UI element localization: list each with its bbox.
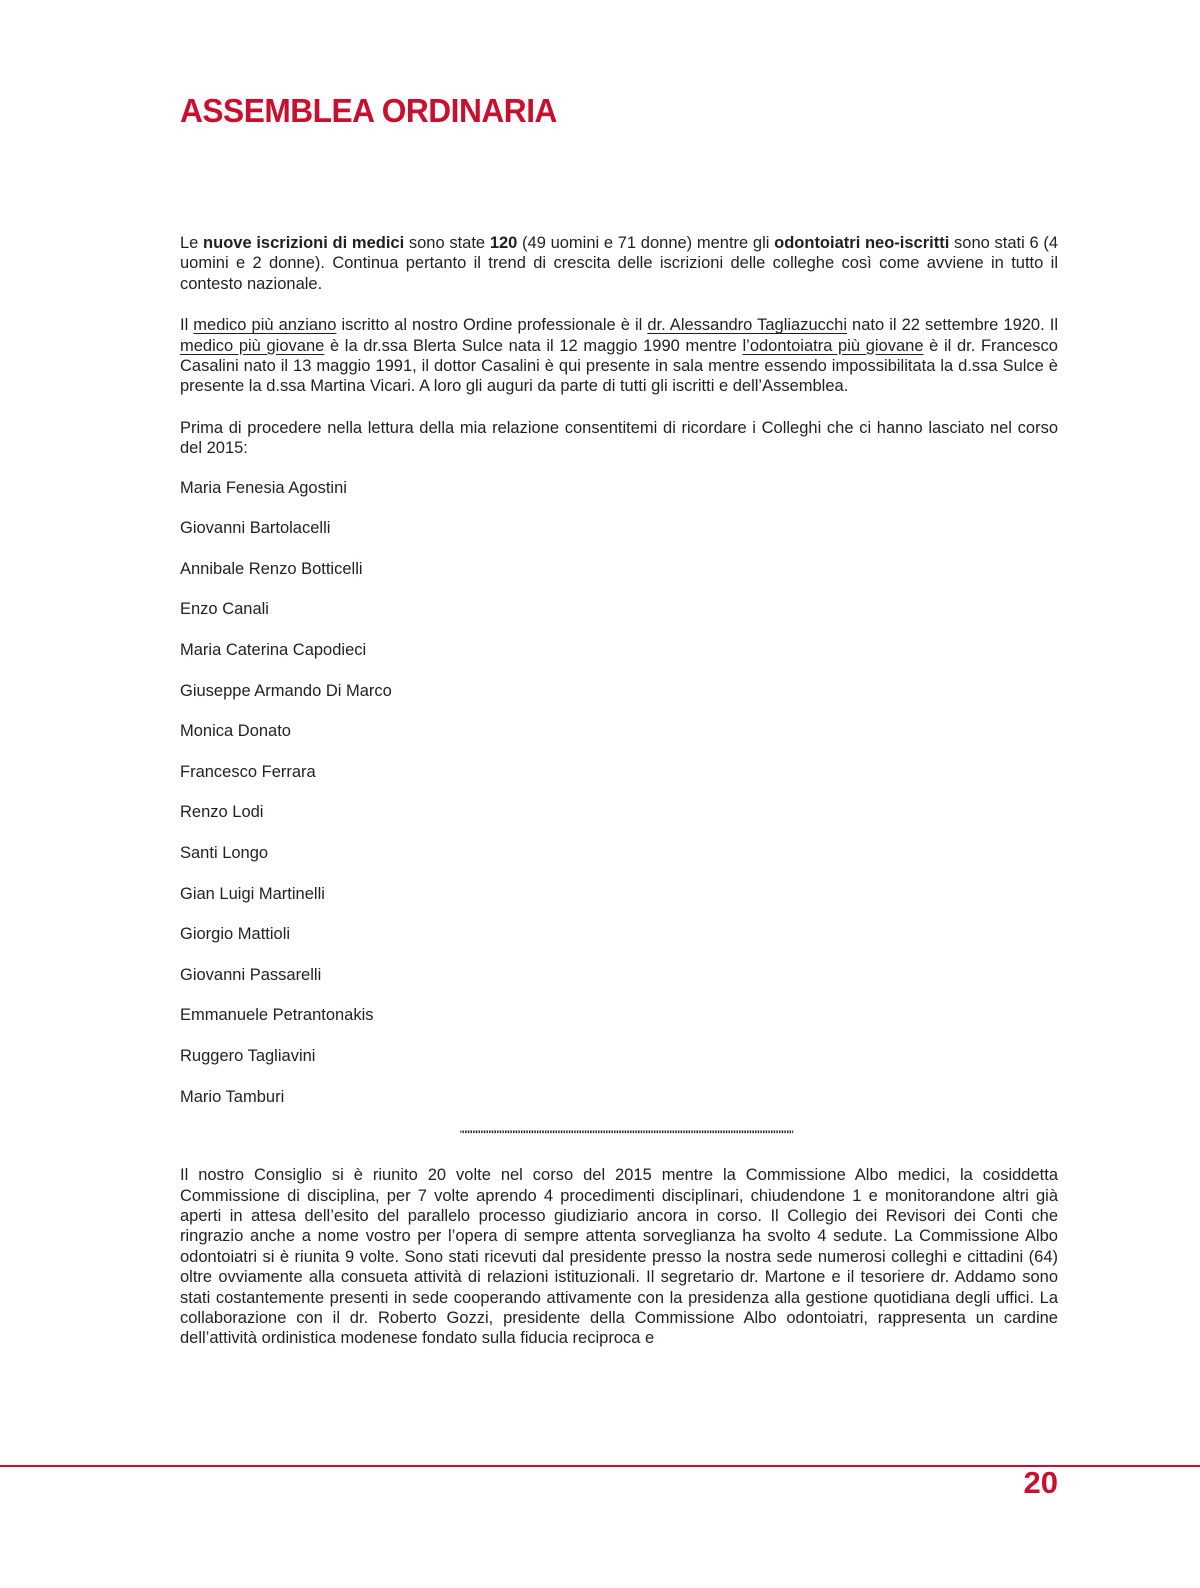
list-item: Giuseppe Armando Di Marco (180, 681, 392, 700)
text-run: sono stati 6 (4 uomini e 2 donne). Continua pertanto il trend di crescita delle iscrizioni delle colleghe così come avviene in tutto il contesto nazionale. (180, 234, 1058, 293)
page-number: 20 (1023, 1465, 1058, 1500)
deceased-list (180, 478, 1058, 1128)
paragraph-new-registrations (180, 233, 1058, 294)
bold-new-doctors: nuove iscrizioni di medici (203, 234, 405, 252)
underlined-youngest-dentist: l’odontoiatra più giovane (742, 336, 924, 355)
main-content (180, 233, 1058, 1370)
underlined-doctor-name: dr. Alessandro Tagliazucchi (647, 316, 847, 335)
paragraph-remembrance: Prima di procedere nella lettura della mia relazione consentitemi di ricordare i Colleghi che ci hanno lasciato nel corso del 2015: (180, 418, 1058, 458)
page-title: ASSEMBLEA ORDINARIA (180, 92, 557, 129)
list-item: Emmanuele Petrantonakis (180, 1006, 374, 1025)
paragraph-oldest-youngest (180, 315, 1058, 397)
list-item: Gian Luigi Martinelli (180, 884, 325, 903)
list-item: Ruggero Tagliavini (180, 1046, 316, 1065)
list-item: Giorgio Mattioli (180, 925, 291, 944)
text-run: è il dr. Francesco Casalini nato il 13 maggio 1991, il dottor Casalini è qui presente in sala mentre essendo impossibilitata la d.ssa Sulce è presente la d.ssa Martina Vicari. A loro gli auguri da parte di tutti gli iscritti e dell’Assemblea. (180, 336, 1058, 396)
bold-new-dentists: odontoiatri neo-iscritti (774, 234, 950, 252)
list-item: Francesco Ferrara (180, 762, 316, 781)
list-item: Annibale Renzo Botticelli (180, 559, 363, 578)
text-run: Le (180, 234, 204, 252)
bold-count: 120 (489, 234, 518, 252)
text-run: iscritto al nostro Ordine professionale è il (336, 316, 648, 335)
underlined-oldest-doctor: medico più anziano (193, 316, 337, 335)
list-item: Enzo Canali (180, 600, 269, 619)
list-item: Santi Longo (180, 844, 269, 862)
separator-line: """"""""""""""""""""""""""""""""""""""""""""""""""""""""""""""""""""""""""""""""""""""""""""""""""""""""""""""""""""""""""""" (459, 1128, 793, 1143)
text-run: è la dr.ssa Blerta Sulce nata il 12 maggio 1990 mentre (324, 336, 743, 355)
underlined-youngest-doctor: medico più giovane (180, 336, 325, 355)
list-item: Renzo Lodi (180, 803, 264, 822)
footer-rule (0, 1465, 1200, 1467)
paragraph-council-activity: Il nostro Consiglio si è riunito 20 volte nel corso del 2015 mentre la Commissione Albo medici, la cosiddetta Commissione di disciplina, per 7 volte aprendo 4 procedimenti disciplinari, chiudendone 1 e monitorandone altri già aperti in attesa dell’esito del parallelo processo giudiziario ancora in corso. Il Collegio dei Revisori dei Conti che ringrazio anche a nome vostro per l’opera di sempre attenta sorveglianza ha svolto 4 sedute. La Commissione Albo odontoiatri si è riunita 9 volte. Sono stati ricevuti dal presidente presso la nostra sede numerosi colleghi e cittadini (64) oltre ovviamente alla consueta attività di relazioni istituzionali. Il segretario dr. Martone e il tesoriere dr. Addamo sono stati costantemente presenti in sede cooperando attivamente con la presidenza alla gestione quotidiana degli uffici. La collaborazione con il dr. Roberto Gozzi, presidente della Commissione Albo odontoiatri, rappresenta un cardine dell’attività ordinistica modenese fondato sulla fiducia reciproca e (180, 1166, 1058, 1348)
text-run: (49 uomini e 71 donne) mentre gli (517, 234, 775, 252)
text-run: nato il 22 settembre 1920. Il (847, 316, 1058, 335)
text-run: Il (180, 316, 194, 335)
list-item: Maria Caterina Capodieci (180, 641, 367, 660)
list-item: Maria Fenesia Agostini (180, 478, 347, 497)
list-item: Giovanni Passarelli (180, 965, 322, 984)
list-item: Giovanni Bartolacelli (180, 519, 331, 538)
list-item: Monica Donato (180, 722, 291, 741)
text-run: sono state (404, 234, 490, 252)
list-item: Mario Tamburi (180, 1087, 285, 1106)
